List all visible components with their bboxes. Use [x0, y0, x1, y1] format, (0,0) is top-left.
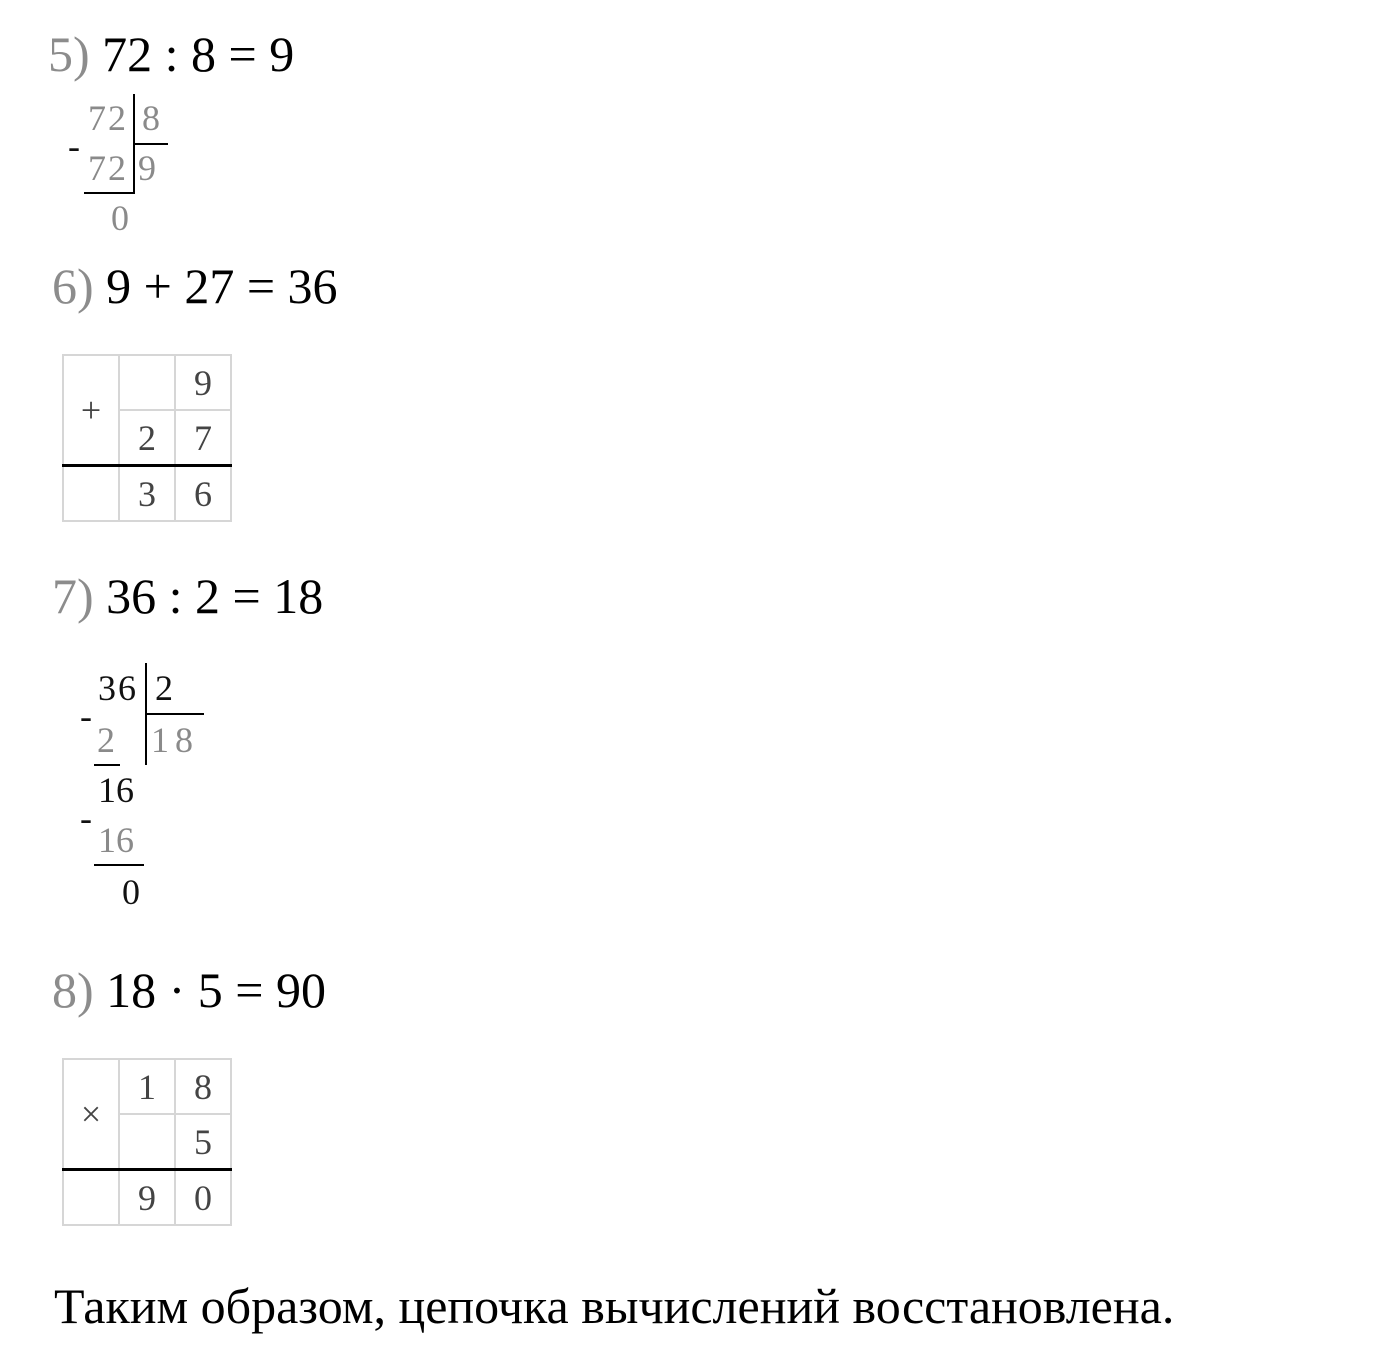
subtraction-line: [94, 864, 144, 866]
add-cell: 9: [175, 355, 231, 410]
step-8-expression: 18 · 5 = 90: [106, 962, 327, 1018]
divisor-underline: [134, 143, 168, 145]
mul-result-cell: 0: [175, 1170, 231, 1226]
step-8-number: 8): [52, 962, 94, 1018]
quotient: 18: [151, 720, 199, 760]
step-5-number: 5): [48, 26, 90, 82]
step-6-number: 6): [52, 258, 94, 314]
plus-sign: +: [63, 355, 119, 466]
first-subtrahend: 2: [97, 720, 115, 760]
remainder: 0: [122, 872, 140, 912]
mul-cell: [63, 1170, 119, 1226]
add-result-cell: 6: [175, 466, 231, 522]
subtraction-line: [84, 192, 134, 194]
divisor: 8: [142, 98, 160, 138]
division-minus-sign: -: [68, 126, 80, 166]
intermediate-value: 16: [98, 770, 134, 810]
step-7-expression: 36 : 2 = 18: [106, 568, 324, 624]
divisor: 2: [155, 668, 173, 708]
multiplication-column-table: [62, 1058, 232, 1226]
mul-cell: 8: [175, 1059, 231, 1114]
second-subtrahend: 16: [98, 820, 134, 860]
subtraction-line: [94, 764, 120, 766]
dividend: 72: [88, 98, 128, 138]
quotient: 9: [138, 148, 156, 188]
mul-cell: [119, 1114, 175, 1170]
step-6-equation: [52, 258, 338, 314]
mul-cell: 5: [175, 1114, 231, 1170]
dividend: 36: [98, 668, 138, 708]
add-cell: 7: [175, 410, 231, 466]
division-minus-sign: -: [80, 696, 92, 736]
add-cell: [119, 355, 175, 410]
mul-cell: 1: [119, 1059, 175, 1114]
addition-column-table: [62, 354, 232, 522]
times-sign: ×: [63, 1059, 119, 1170]
remainder: 0: [111, 198, 129, 238]
division-minus-sign: -: [80, 798, 92, 838]
step-7-number: 7): [52, 568, 94, 624]
step-5-expression: 72 : 8 = 9: [102, 26, 295, 82]
step-6-expression: 9 + 27 = 36: [106, 258, 338, 314]
add-result-cell: 3: [119, 466, 175, 522]
add-cell: [63, 466, 119, 522]
subtrahend: 72: [88, 148, 128, 188]
step-5-equation: [48, 26, 294, 82]
divisor-underline: [146, 713, 204, 715]
step-8-equation: [52, 962, 326, 1018]
conclusion-text: Таким образом, цепочка вычислений восстановлена.: [54, 1278, 1175, 1334]
mul-result-cell: 9: [119, 1170, 175, 1226]
step-7-equation: [52, 568, 323, 624]
add-cell: 2: [119, 410, 175, 466]
